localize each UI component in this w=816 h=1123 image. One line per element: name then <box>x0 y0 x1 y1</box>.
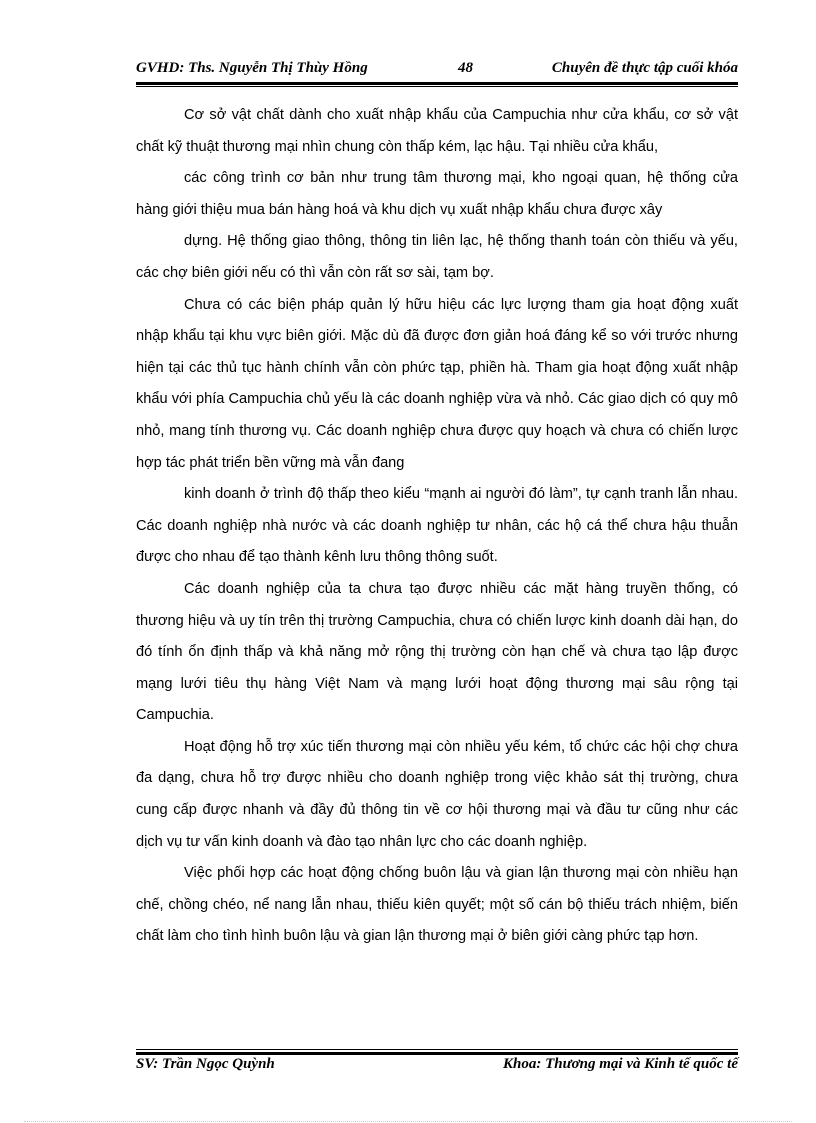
paragraph: Việc phối hợp các hoạt động chống buôn lậu và gian lận thương mại còn nhiều hạn chế, chồng chéo, nể nang lẫn nhau, thiếu kiên quyết; một số cán bộ thiếu trách nhiệm, biến chất làm cho tình hình buôn lậu và gian lận thương mại ở biên giới càng phức tạp hơn. <box>136 865 738 945</box>
paragraph: Hoạt động hỗ trợ xúc tiến thương mại còn nhiều yếu kém, tổ chức các hội chợ chưa đa dạng, chưa hỗ trợ được nhiều cho doanh nghiệp trong việc khảo sát thị trường, chưa cung cấp được nhanh và đầy đủ thông tin về cơ hội thương mại và đầu tư cũng như các dịch vụ tư vấn kinh doanh và đào tạo nhân lực cho các doanh nghiệp. <box>136 738 738 850</box>
paragraph: kinh doanh ở trình độ thấp theo kiểu “mạnh ai người đó làm”, tự cạnh tranh lẫn nhau. Các doanh nghiệp nhà nước và các doanh nghiệp tư nhân, các hộ cá thể chưa hậu thuẫn được cho nhau để tạo thành kênh lưu thông thông suốt. <box>136 486 738 566</box>
header-page-number: 48 <box>458 60 473 76</box>
header-title: Chuyên đề thực tập cuối khóa <box>551 60 738 76</box>
header-rule <box>136 82 738 87</box>
paragraph: các công trình cơ bản như trung tâm thương mại, kho ngoại quan, hệ thống cửa hàng giới thiệu mua bán hàng hoá và khu dịch vụ xuất nhập khẩu chưa được xây <box>136 170 738 218</box>
page-header <box>136 58 738 82</box>
paragraph: Chưa có các biện pháp quản lý hữu hiệu các lực lượng tham gia hoạt động xuất nhập khẩu tại khu vực biên giới. Mặc dù đã được đơn giản hoá đáng kể so với trước nhưng hiện tại các thủ tục hành chính vẫn còn phức tạp, phiền hà. Tham gia hoạt động xuất nhập khẩu với phía Campuchia chủ yếu là các doanh nghiệp vừa và nhỏ. Các giao dịch có quy mô nhỏ, mang tính thương vụ. Các doanh nghiệp chưa được quy hoạch và chưa có chiến lược hợp tác phát triển bền vững mà vẫn đang <box>136 296 738 471</box>
body-text <box>136 100 738 953</box>
footer-student: SV: Trần Ngọc Quỳnh <box>136 1056 275 1072</box>
page-edge-dots <box>24 1121 792 1122</box>
paragraph: Cơ sở vật chất dành cho xuất nhập khẩu của Campuchia như cửa khẩu, cơ sở vật chất kỹ thuật thương mại nhìn chung còn thấp kém, lạc hậu. Tại nhiều cửa khẩu, <box>136 107 738 155</box>
paragraph: dựng. Hệ thống giao thông, thông tin liên lạc, hệ thống thanh toán còn thiếu và yếu, các chợ biên giới nếu có thì vẫn còn rất sơ sài, tạm bợ. <box>136 233 738 281</box>
page-footer <box>136 1054 738 1078</box>
footer-faculty: Khoa: Thương mại và Kinh tế quốc tế <box>503 1056 738 1072</box>
paragraph: Các doanh nghiệp của ta chưa tạo được nhiều các mặt hàng truyền thống, có thương hiệu và uy tín trên thị trường Campuchia, chưa có chiến lược kinh doanh dài hạn, do đó tính ổn định thấp và khả năng mở rộng thị trường còn hạn chế và chưa tạo lập được mạng lưới tiêu thụ hàng Việt Nam và mạng lưới hoạt động thương mại sâu rộng tại Campuchia. <box>136 580 738 724</box>
header-advisor: GVHD: Ths. Nguyễn Thị Thùy Hồng <box>136 60 368 76</box>
